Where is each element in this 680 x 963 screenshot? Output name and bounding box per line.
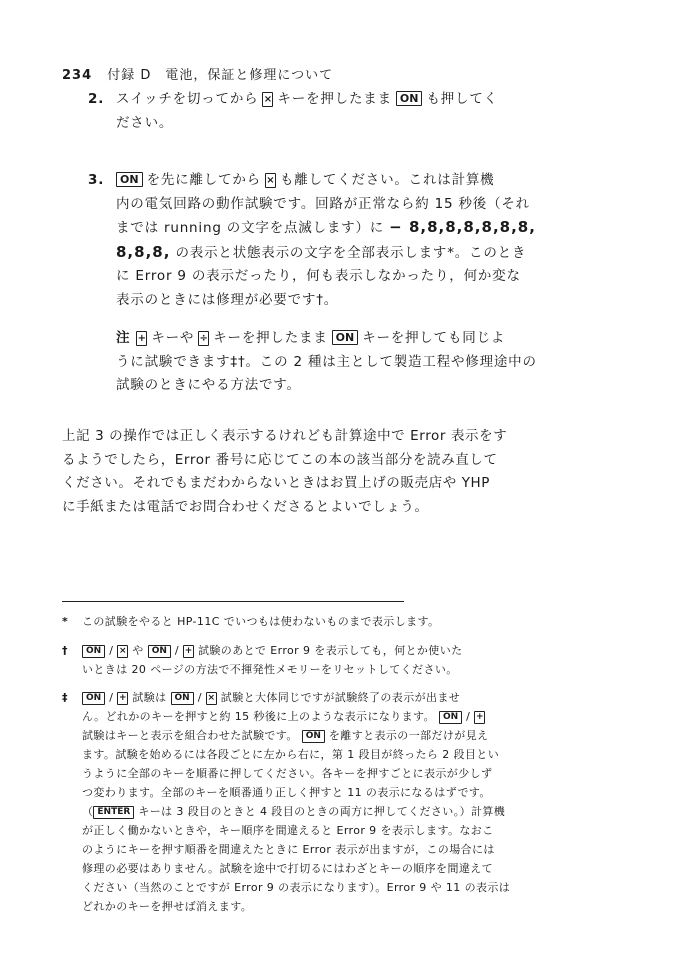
enter-key: ENTER — [93, 806, 134, 819]
footnote-text: を離すと表示の一部だけが見え — [328, 729, 489, 742]
footnote-text: 試験と大体同じですが試験終了の表示が出ませ — [220, 691, 461, 704]
plus-key: + — [184, 646, 193, 656]
step-3-line-4 — [116, 241, 608, 266]
step-3-line-6: 表示のときには修理が必要です†。 — [116, 291, 339, 308]
divide-key: ÷ — [199, 333, 208, 344]
on-key: ON — [82, 645, 105, 658]
step-2 — [88, 88, 608, 135]
plus-key: + — [137, 333, 146, 344]
footnote-line: のようにキーを押す順番を間違えたときに Error 表示が出ますが，この場合には — [82, 843, 495, 856]
note-text: キーを押しても同じよ — [362, 330, 506, 346]
step-2-text: キーを押したまま — [277, 91, 392, 107]
footnote-text: 試験は — [132, 691, 167, 704]
step-3-text: の表示と状態表示の文字を全部表示します*。このとき — [175, 244, 527, 261]
footnote-3 — [62, 688, 602, 916]
footnote-text: （ — [82, 805, 94, 818]
footnote-line: ん。どれかのキーを押すと約 15 秒後に上のような表示になります。 ON / + — [82, 710, 484, 723]
step-3-text: までは running の文字を点滅します）に — [116, 220, 385, 236]
footnote-line: うように全部のキーを順番に押してください。各キーを押すごとに表示が少しず — [82, 767, 493, 780]
footnote-divider — [62, 601, 404, 602]
footnote-text: キーは 3 段目のときと 4 段目のときの両方に押してください。）計算機 — [138, 805, 506, 818]
display-digits: 8,8,8, — [116, 242, 171, 261]
on-key: ON — [332, 330, 359, 345]
footnote-text: 試験はキーと表示を組合わせた試験です。 — [82, 729, 298, 742]
on-key: ON — [171, 692, 194, 705]
step-3 — [88, 169, 608, 312]
step-2-line-2: ださい。 — [116, 114, 174, 131]
multiply-key: × — [207, 693, 216, 703]
footnote-text: や — [132, 644, 144, 657]
footnote-line: ます。試験を始めるには各段ごとに左から右に，第 1 段目が終ったら 2 段目とい — [82, 748, 500, 761]
step-3-text: を先に離してから — [146, 172, 261, 188]
page-header — [62, 64, 333, 83]
paragraph-line: 上記 3 の操作では正しく表示するけれども計算途中で Error 表示をす — [62, 428, 508, 444]
step-3-line-1 — [116, 169, 608, 193]
footnote-2 — [62, 641, 602, 679]
note-line-2: うに試験できます‡†。この 2 種は主として製造工程や修理途中の — [116, 353, 537, 370]
plus-key: + — [119, 693, 127, 703]
step-2-text: も押してく — [426, 91, 498, 107]
note-text: キーや — [151, 330, 195, 346]
step-3-line-5: に Error 9 の表示だったり，何も表示しなかったり，何か変な — [116, 268, 521, 284]
footnote-line: つ変わります。全部のキーを順番通り正しく押すと 11 の表示になるはずです。 — [82, 786, 491, 799]
footnote-line: が正しく働かないときや，キー順序を間違えると Error 9 を表示します。なおこ — [82, 824, 494, 837]
on-key: ON — [439, 711, 462, 724]
note-label: 注 — [116, 330, 131, 346]
paragraph-line: ください。それでもまだわからないときはお買上げの販売店や YHP — [62, 475, 491, 491]
display-digits: − 8,8,8,8,8,8,8, — [389, 218, 536, 236]
footnote-line: ください（当然のことですが Error 9 の表示になります）。Error 9 や 11 の表示は — [82, 881, 511, 894]
note-text: キーを押したまま — [213, 330, 328, 346]
note-line-3: 試験のときにやる方法です。 — [116, 377, 301, 393]
multiply-key: × — [266, 175, 275, 186]
page-number: 234 — [62, 68, 93, 83]
step-3-line-2: 内の電気回路の動作試験です。回路が正常なら約 15 秒後（それ — [116, 195, 530, 212]
footnote-line: どれかのキーを押せば消えます。 — [82, 900, 253, 913]
footnote-line: ON / × や ON / + 試験のあとで Error 9 を表示しても，何とか使いた — [82, 641, 602, 660]
footnote-line — [82, 726, 602, 745]
plus-key: + — [475, 712, 484, 722]
note-line-1 — [116, 327, 611, 351]
body-paragraph — [62, 425, 602, 519]
step-3-number: 3. — [88, 172, 105, 188]
on-key: ON — [82, 692, 105, 705]
footnote-line: ON / + 試験は ON / × 試験と大体同じですが試験終了の表示が出ませ — [82, 688, 602, 707]
footnote-mark: † — [62, 644, 68, 657]
header-title: 付録 D 電池，保証と修理について — [107, 68, 334, 83]
multiply-key: × — [119, 646, 127, 656]
step-3-text: も離してください。これは計算機 — [279, 172, 495, 188]
note — [116, 327, 611, 398]
paragraph-line: るようでしたら，Error 番号に応じてこの本の該当部分を読み直して — [62, 451, 498, 468]
footnote-mark: * — [62, 615, 69, 628]
footnote-mark: ‡ — [62, 691, 68, 704]
footnote-line: 修理の必要はありません。試験を途中で打切るにはわざとキーの順序を間違えて — [82, 862, 494, 875]
multiply-key: × — [263, 94, 273, 105]
on-key: ON — [396, 91, 423, 106]
paragraph-line: に手紙または電話でお問合わせくださるとよいでしょう。 — [62, 498, 429, 515]
step-2-number: 2. — [88, 91, 105, 107]
on-key: ON — [116, 172, 143, 187]
step-2-line-1 — [116, 88, 608, 112]
footnote-text: 試験のあとで Error 9 を表示しても，何とか使いた — [198, 644, 463, 657]
footnote-text: ん。どれかのキーを押すと約 15 秒後に上のような表示になります。 — [82, 710, 435, 723]
footnote-text: この試験をやると HP-11C でいつもは使わないものまで表示します。 — [82, 615, 440, 628]
step-2-text: スイッチを切ってから — [116, 91, 259, 107]
footnote-1 — [62, 612, 602, 631]
footnote-line: いときは 20 ページの方法で不揮発性メモリーをリセットしてください。 — [82, 663, 458, 676]
step-3-line-3 — [116, 216, 608, 241]
on-key: ON — [148, 645, 171, 658]
footnote-line — [82, 802, 602, 821]
on-key: ON — [302, 730, 325, 743]
